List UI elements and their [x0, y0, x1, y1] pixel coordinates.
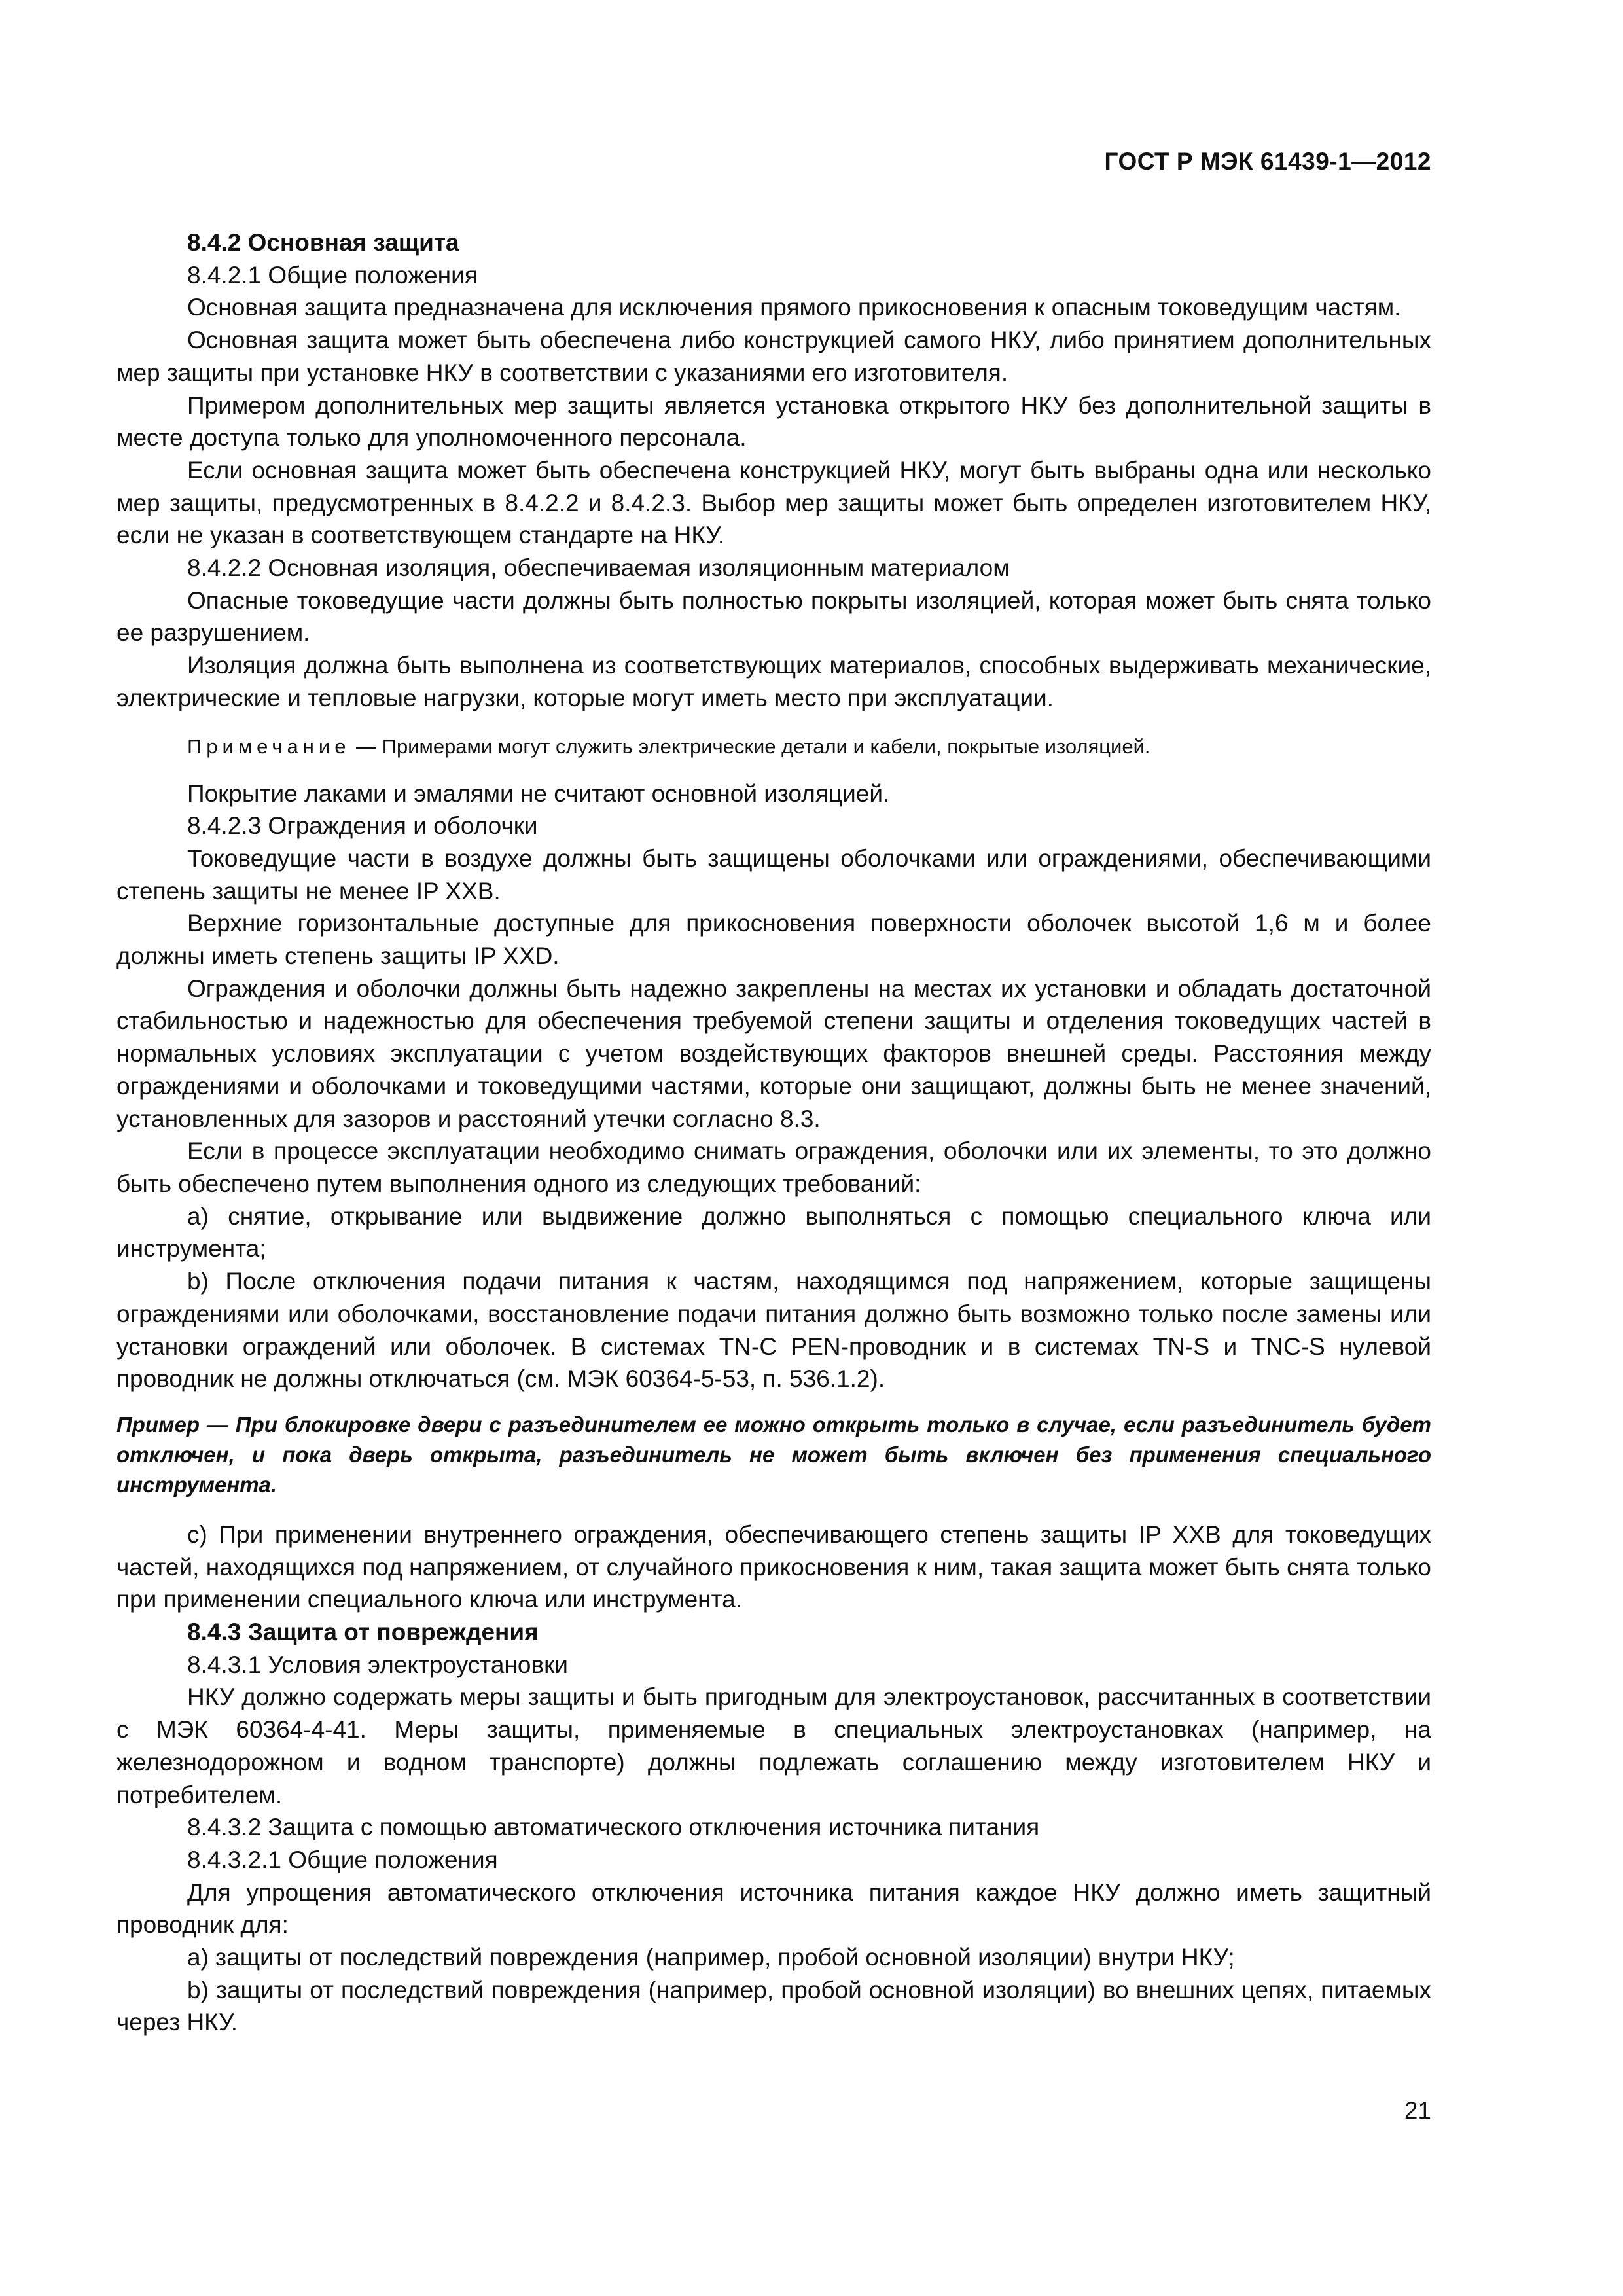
paragraph: Если основная защита может быть обеспечена конструкцией НКУ, могут быть выбраны одна или несколько мер защиты, предусмотренных в 8.4.2.2 и 8.4.2.3. Выбор мер защиты может быть определен изготовителем НКУ, если не указан в соответствующем стандарте на НКУ.: [116, 456, 1431, 549]
list-item: c) При применении внутреннего ограждения, обеспечивающего степень защиты IP XXB для токоведущих частей, находящихся под напряжением, от случайного прикосновения к ним, такая защита может быть снята только при применении специального ключа или инструмента.: [116, 1520, 1431, 1613]
paragraph: Ограждения и оболочки должны быть надежно закреплены на местах их установки и обладать достаточной стабильностью и надежностью для обеспечения требуемой степени защиты и отделения токоведущих частей в нормальных условиях эксплуатации с учетом воздействующих факторов внешней среды. Расстояния между ограждениями и оболочками и токоведущими частями, которые они защищают, должны быть не менее значений, установленных для зазоров и расстояний утечки согласно 8.3.: [116, 975, 1431, 1132]
paragraph: 8.4.3.2 Защита с помощью автоматического отключения источника питания: [187, 1814, 1040, 1841]
paragraph: Изоляция должна быть выполнена из соответствующих материалов, способных выдерживать механические, электрические и тепловые нагрузки, которые могут иметь место при эксплуатации.: [116, 652, 1431, 711]
paragraph: Покрытие лаками и эмалями не считают основной изоляцией.: [187, 780, 890, 807]
section-heading: 8.4.2 Основная защита: [187, 229, 459, 256]
section-heading: 8.4.3 Защита от повреждения: [187, 1619, 539, 1646]
list-item: b) защиты от последствий повреждения (например, пробой основной изоляции) во внешних цепях, питаемых через НКУ.: [116, 1976, 1431, 2036]
paragraph: Основная защита предназначена для исключения прямого прикосновения к опасным токоведущим частям.: [187, 294, 1401, 321]
paragraph: Верхние горизонтальные доступные для прикосновения поверхности оболочек высотой 1,6 м и более должны иметь степень защиты IP XXD.: [116, 910, 1431, 970]
note-label: Примечание: [187, 734, 351, 758]
page-number: 21: [1404, 2097, 1431, 2124]
paragraph: Опасные токоведущие части должны быть полностью покрыты изоляцией, которая может быть снята только ее разрушением.: [116, 586, 1431, 647]
paragraph: Токоведущие части в воздухе должны быть защищены оболочками или ограждениями, обеспечивающими степень защиты не менее IP XXB.: [116, 844, 1431, 905]
paragraph: 8.4.2.3 Ограждения и оболочки: [187, 812, 538, 840]
paragraph: 8.4.2.2 Основная изоляция, обеспечиваемая изоляционным материалом: [187, 554, 1010, 582]
list-item: b) После отключения подачи питания к частям, находящимся под напряжением, которые защищены ограждениями или оболочками, восстановление подачи питания должно быть возможно только после замены или установки ограждений или оболочек. В системах TN-C PEN-проводник и в системах TN-S и TNC-S нулевой проводник не должны отключаться (см. МЭК 60364-5-53, п. 536.1.2).: [116, 1268, 1431, 1393]
paragraph: 8.4.2.1 Общие положения: [187, 261, 478, 289]
paragraph: Основная защита может быть обеспечена либо конструкцией самого НКУ, либо принятием дополнительных мер защиты при установке НКУ в соответствии с указаниями его изготовителя.: [116, 327, 1431, 386]
paragraph: 8.4.3.2.1 Общие положения: [187, 1846, 498, 1873]
paragraph: Для упрощения автоматического отключения источника питания каждое НКУ должно иметь защитный проводник для:: [116, 1878, 1431, 1939]
note-text: — Примерами могут служить электрические детали и кабели, покрытые изоляцией.: [350, 734, 1150, 758]
document-body: [116, 226, 1431, 2039]
paragraph: Если в процессе эксплуатации необходимо снимать ограждения, оболочки или их элементы, то это должно быть обеспечено путем выполнения одного из следующих требований:: [116, 1138, 1431, 1197]
paragraph: Примером дополнительных мер защиты является установка открытого НКУ без дополнительной защиты в месте доступа только для уполномоченного персонала.: [116, 391, 1431, 452]
paragraph: НКУ должно содержать меры защиты и быть пригодным для электроустановок, рассчитанных в соответствии с МЭК 60364-4-41. Меры защиты, применяемые в специальных электроустановках (например, на железнодорожном и водном транспорте) должны подлежать соглашению между изготовителем НКУ и потребителем.: [116, 1683, 1431, 1808]
paragraph: 8.4.3.1 Условия электроустановки: [187, 1651, 568, 1678]
document-id-header: ГОСТ Р МЭК 61439-1—2012: [1104, 148, 1431, 175]
note: [116, 733, 1431, 761]
example-block: Пример — При блокировке двери с разъединителем ее можно открыть только в случае, если разъединитель будет отключен, и пока дверь открыта, разъединитель не может быть включен без применения специального инструмента.: [116, 1412, 1431, 1497]
list-item: a) снятие, открывание или выдвижение должно выполняться с помощью специального ключа или инструмента;: [116, 1202, 1431, 1263]
list-item: a) защиты от последствий повреждения (например, пробой основной изоляции) внутри НКУ;: [187, 1944, 1235, 1971]
